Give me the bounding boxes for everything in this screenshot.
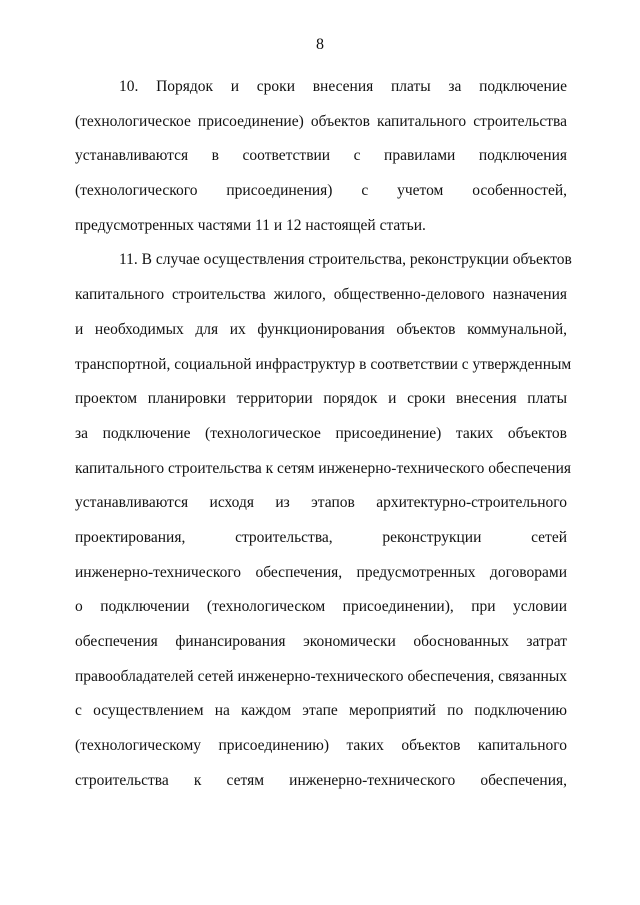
paragraph-line: устанавливаются исходя из этапов архитектурно-строительного <box>75 494 567 512</box>
paragraph-line: инженерно-технического обеспечения, предусмотренных договорами <box>75 563 567 581</box>
paragraph-line: устанавливаются в соответствии с правилами подключения <box>75 147 567 165</box>
paragraph-line: 11. В случае осуществления строительства, реконструкции объектов <box>119 251 572 269</box>
paragraph-line: транспортной, социальной инфраструктур в соответствии с утвержденным <box>75 355 572 373</box>
paragraph-line: за подключение (технологическое присоединение) таких объектов <box>75 424 567 442</box>
paragraph-line: правообладателей сетей инженерно-технического обеспечения, связанных <box>75 667 567 685</box>
paragraph-line: предусмотренных частями 11 и 12 настоящей статьи. <box>75 216 426 234</box>
paragraph-line: (технологическому присоединению) таких объектов капитального <box>75 737 567 755</box>
paragraph-11 <box>75 249 572 804</box>
paragraph-line: о подключении (технологическом присоединении), при условии <box>75 598 567 616</box>
paragraph-line: 10. Порядок и сроки внесения платы за подключение <box>119 78 567 95</box>
paragraph-line: проектом планировки территории порядок и сроки внесения платы <box>75 390 567 408</box>
paragraph-line: обеспечения финансирования экономически обоснованных затрат <box>75 633 567 650</box>
paragraph-line: строительства к сетям инженерно-технического обеспечения, <box>75 771 567 789</box>
page-number: 8 <box>316 36 324 53</box>
paragraph-line: проектирования, строительства, реконструкции сетей <box>75 528 567 546</box>
paragraph-line: и необходимых для их функционирования объектов коммунальной, <box>75 320 567 338</box>
paragraph-line: капитального строительства жилого, общественно-делового назначения <box>75 286 567 304</box>
paragraph-line: (технологического присоединения) с учетом особенностей, <box>75 182 567 200</box>
paragraph-10 <box>75 76 567 249</box>
paragraph-line: (технологическое присоединение) объектов капитального строительства <box>75 112 567 130</box>
paragraph-line: капитального строительства к сетям инженерно-технического обеспечения <box>75 459 572 477</box>
body-text <box>75 76 572 804</box>
paragraph-line: с осуществлением на каждом этапе мероприятий по подключению <box>75 702 567 720</box>
